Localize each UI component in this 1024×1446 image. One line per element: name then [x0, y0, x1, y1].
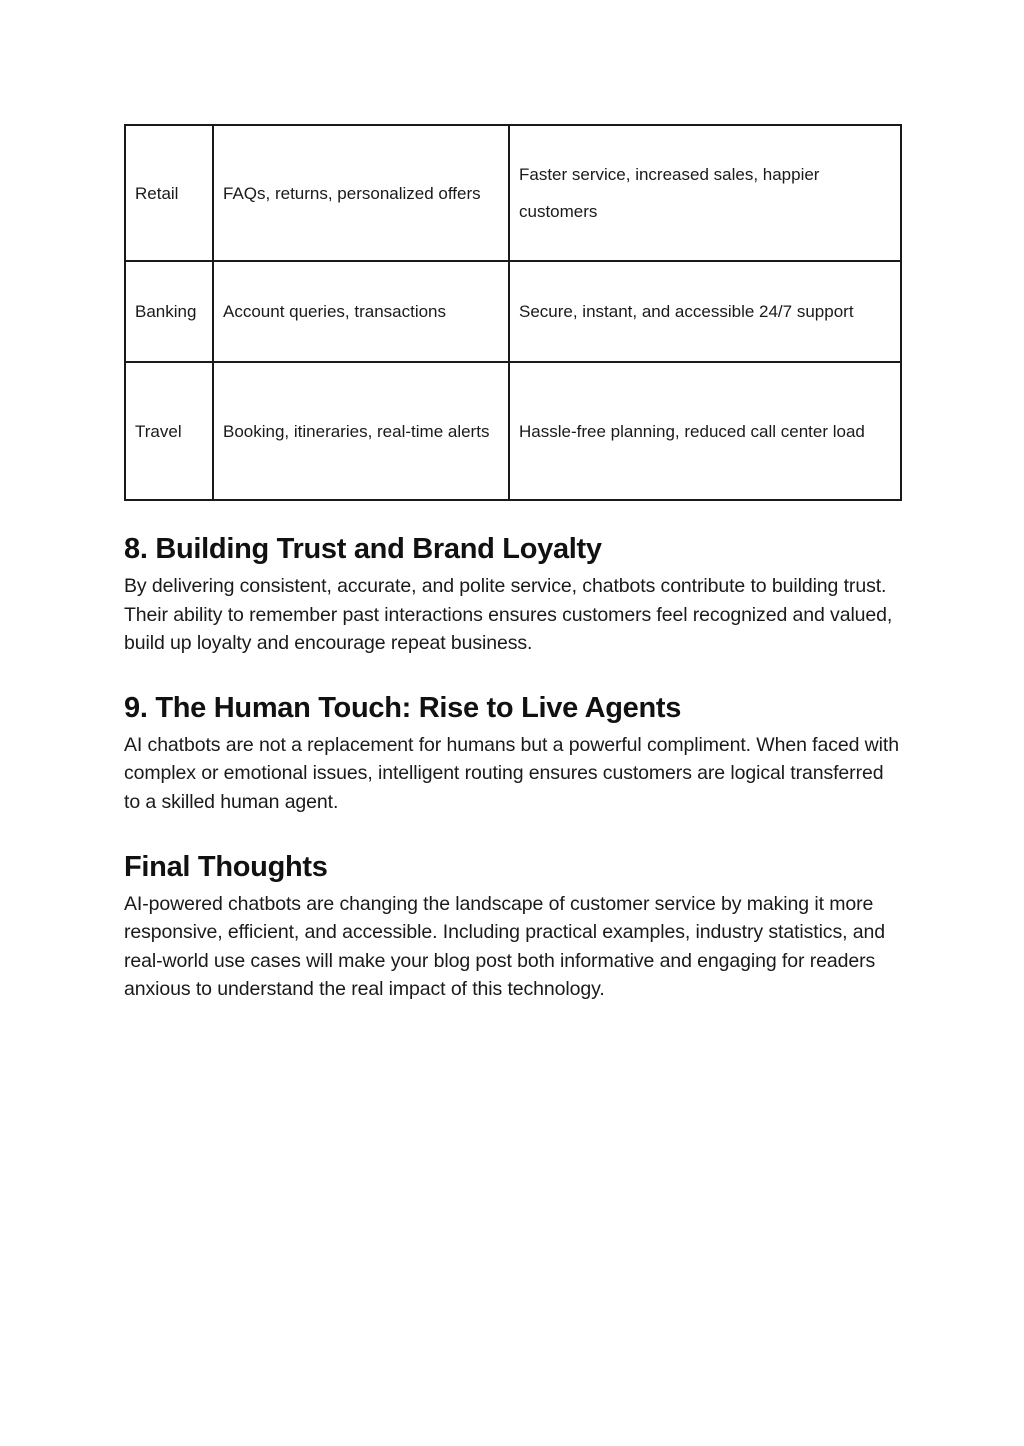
- section-paragraph: AI-powered chatbots are changing the landscape of customer service by making it more responsive, efficient, and accessible. Including practical examples, industry statistics, and real-world use cases will make your blog post both informative and engaging for readers anxious to understand the real impact of this technology.: [124, 892, 885, 1001]
- table-cell-industry: Travel: [125, 362, 213, 500]
- section-paragraph: AI chatbots are not a replacement for humans but a powerful compliment. When faced with complex or emotional issues, intelligent routing ensures customers are logical transferred to a skilled human agent.: [124, 733, 899, 813]
- section-final-thoughts: [124, 849, 900, 1004]
- table-cell-benefit: Faster service, increased sales, happier customers: [509, 125, 901, 261]
- table-cell-industry: Retail: [125, 125, 213, 261]
- table-cell-industry: Banking: [125, 261, 213, 362]
- section-heading: Final Thoughts: [124, 850, 328, 883]
- table-row: [125, 125, 901, 261]
- section-heading: 9. The Human Touch: Rise to Live Agents: [124, 691, 682, 724]
- section-heading: 8. Building Trust and Brand Loyalty: [124, 533, 602, 565]
- table-cell-use-case: Account queries, transactions: [213, 261, 509, 362]
- section-paragraph: By delivering consistent, accurate, and polite service, chatbots contribute to building trust. Their ability to remember past interactions ensures customers feel recognized and valued, build up loyalty and encourage repeat business.: [124, 575, 893, 655]
- industry-use-case-table: [124, 124, 902, 501]
- table-cell-benefit: Secure, instant, and accessible 24/7 support: [509, 261, 901, 362]
- table-cell-benefit: Hassle-free planning, reduced call center load: [509, 362, 901, 500]
- table-row: [125, 261, 901, 362]
- page-content: [124, 124, 900, 1004]
- table-row: [125, 362, 901, 500]
- table-cell-use-case: Booking, itineraries, real-time alerts: [213, 362, 509, 500]
- table-cell-use-case: FAQs, returns, personalized offers: [213, 125, 509, 261]
- section-trust-loyalty: [124, 531, 900, 658]
- section-human-touch: [124, 690, 900, 817]
